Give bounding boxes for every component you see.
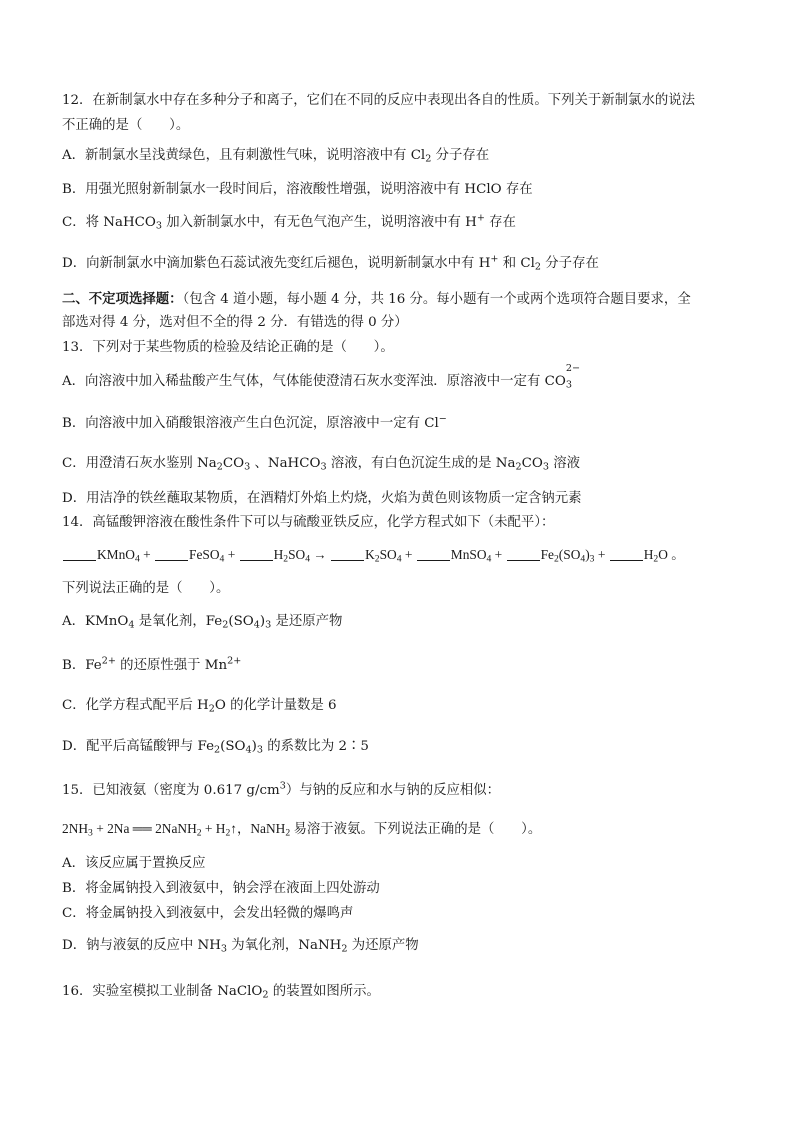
blank-4 [331,548,364,561]
q14-stem: 14．高锰酸钾溶液在酸性条件下可以与硫酸亚铁反应，化学方程式如下（未配平）： [62,515,555,530]
section2-desc-line-2: 部选对得 4 分，选对但不全的得 2 分．有错选的得 0 分） [62,315,408,330]
q12-stem-line-1: 12．在新制氯水中存在多种分子和离子，它们在不同的反应中表现出各自的性质。下列关于新制氯水的说法 [62,93,696,108]
q15-option-b: B．将金属钠投入到液氨中，钠会浮在液面上四处游动 [62,881,380,896]
blank-2 [155,548,188,561]
blank-5 [417,548,450,561]
q12-option-a: A．新制氯水呈浅黄绿色，且有刺激性气味，说明溶液中有 $Cl_2$ 分子存在 [62,148,490,165]
q15-stem: 15．已知液氨（密度为 0.617 $g/cm^3$）与钠的反应和水与钠的反应相似： [62,780,501,798]
q15-equation: $2NH_3 + 2Na$ ══ 2NaNH$_2$ + $H_2↑$，NaNH$_2$ 易溶于液氨。下列说法正确的是（ ）。 [62,821,542,839]
q14-option-c: C．化学方程式配平后 $H_2O$ 的化学计量数是 6 [62,698,337,715]
blank-6 [507,548,540,561]
blank-7 [610,548,643,561]
q13-option-a: A．向溶液中加入稀盐酸产生气体，气体能使澄清石灰水变浑浊．原溶液中一定有 $CO_3$ 2− [62,363,581,391]
q12-option-b: B．用强光照射新制氯水一段时间后，溶液酸性增强，说明溶液中有 HClO 存在 [62,182,533,197]
q12-option-c: C．将 NaHCO$_3$ 加入新制氯水中，有无色气泡产生，说明溶液中有 H+ 存在 [62,212,516,232]
q15-option-d: D．钠与液氨的反应中 $NH_3$ 为氧化剂，NaNH$_2$ 为还原产物 [62,938,419,955]
q14-equation: KMnO$_4$ + FeSO$_4$ + $H_2SO_4 \to K_2SO_4$ + MnSO$_4$ + $Fe_2(SO_4)_3 + H_2O$ 。 [62,546,685,564]
section2-heading: 二、不定项选择题：（包含 4 道小题，每小题 4 分，共 16 分。每小题有一个或两个选项符合题目要求，全 [62,291,691,307]
q16-stem: 16．实验室模拟工业制备 NaClO$_2$ 的装置如图所示。 [62,984,380,1001]
q13-option-d: D．用洁净的铁丝蘸取某物质，在酒精灯外焰上灼烧，火焰为黄色则该物质一定含钠元素 [62,491,582,506]
q13-stem: 13．下列对于某些物质的检验及结论正确的是（ ）。 [62,340,394,355]
q14-option-a: A．KMnO$_4$ 是氧化剂，$Fe_2(SO_4)_3$ 是还原产物 [62,614,343,631]
q15-option-c: C．将金属钠投入到液氨中，会发出轻微的爆鸣声 [62,906,354,921]
q14-option-d: D．配平后高锰酸钾与 $Fe_2(SO_4)_3$ 的系数比为 2∶5 [62,739,369,756]
q14-option-b: B．$Fe^{2+}$ 的还原性强于 $Mn^{2+}$ [62,655,242,673]
q12-stem-line-2: 不正确的是（ ）。 [62,118,190,133]
q13-option-b: B．向溶液中加入硝酸银溶液产生白色沉淀，原溶液中一定有 Cl− [62,413,447,431]
q15-option-a: A．该反应属于置换反应 [62,856,206,871]
q14-question: 下列说法正确的是（ ）。 [62,581,230,596]
blank-1 [63,548,96,561]
q13-option-c: C．用澄清石灰水鉴别 $Na_2CO_3$ 、NaHCO$_3$ 溶液，有白色沉淀生成的是 $Na_2CO_3$ 溶液 [62,456,581,473]
blank-3 [240,548,273,561]
q12-option-d: D．向新制氯水中滴加紫色石蕊试液先变红后褪色，说明新制氯水中有 H+ 和 $Cl_2$ 分子存在 [62,253,599,273]
